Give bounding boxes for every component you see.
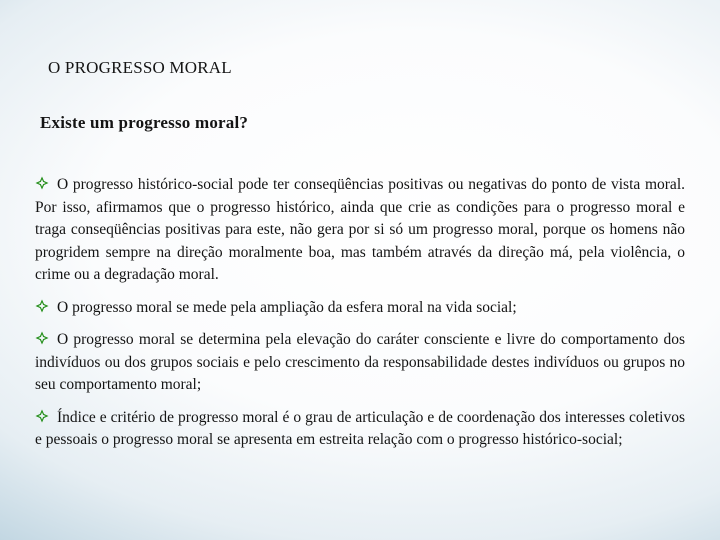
list-item-text: Índice e critério de progresso moral é o grau de articulação e de coordenação dos interesses coletivos e pessoais o progresso moral se apresenta em estreita relação com o progresso histórico-social; (35, 408, 685, 448)
list-item-text: O progresso moral se determina pela elevação do caráter consciente e livre do comportamento dos indivíduos ou dos grupos sociais e pelo crescimento da responsabilidade destes indivíduos ou grupos no seu comportamento moral; (35, 331, 685, 393)
list-item-text: O progresso moral se mede pela ampliação da esfera moral na vida social; (57, 298, 517, 316)
diamond-bullet-icon (35, 299, 49, 313)
diamond-bullet-icon (35, 176, 49, 190)
list-item (35, 329, 685, 397)
list-item (35, 407, 685, 452)
diamond-bullet-icon (35, 331, 49, 345)
bullet-list (35, 174, 685, 462)
list-item (35, 297, 685, 320)
list-item (35, 174, 685, 287)
diamond-bullet-icon (35, 409, 49, 423)
list-item-text: O progresso histórico-social pode ter conseqüências positivas ou negativas do ponto de vista moral. Por isso, afirmamos que o progresso histórico, ainda que crie as condições para o progresso moral e traga conseqüências positivas para este, não gera por si só um progresso moral, porque os homens não progridem sempre na direção moralmente boa, mas também através da direção má, pela violência, o crime ou a degradação moral. (35, 176, 685, 283)
slide-title: O PROGRESSO MORAL (48, 58, 232, 77)
slide-subtitle: Existe um progresso moral? (40, 113, 249, 132)
